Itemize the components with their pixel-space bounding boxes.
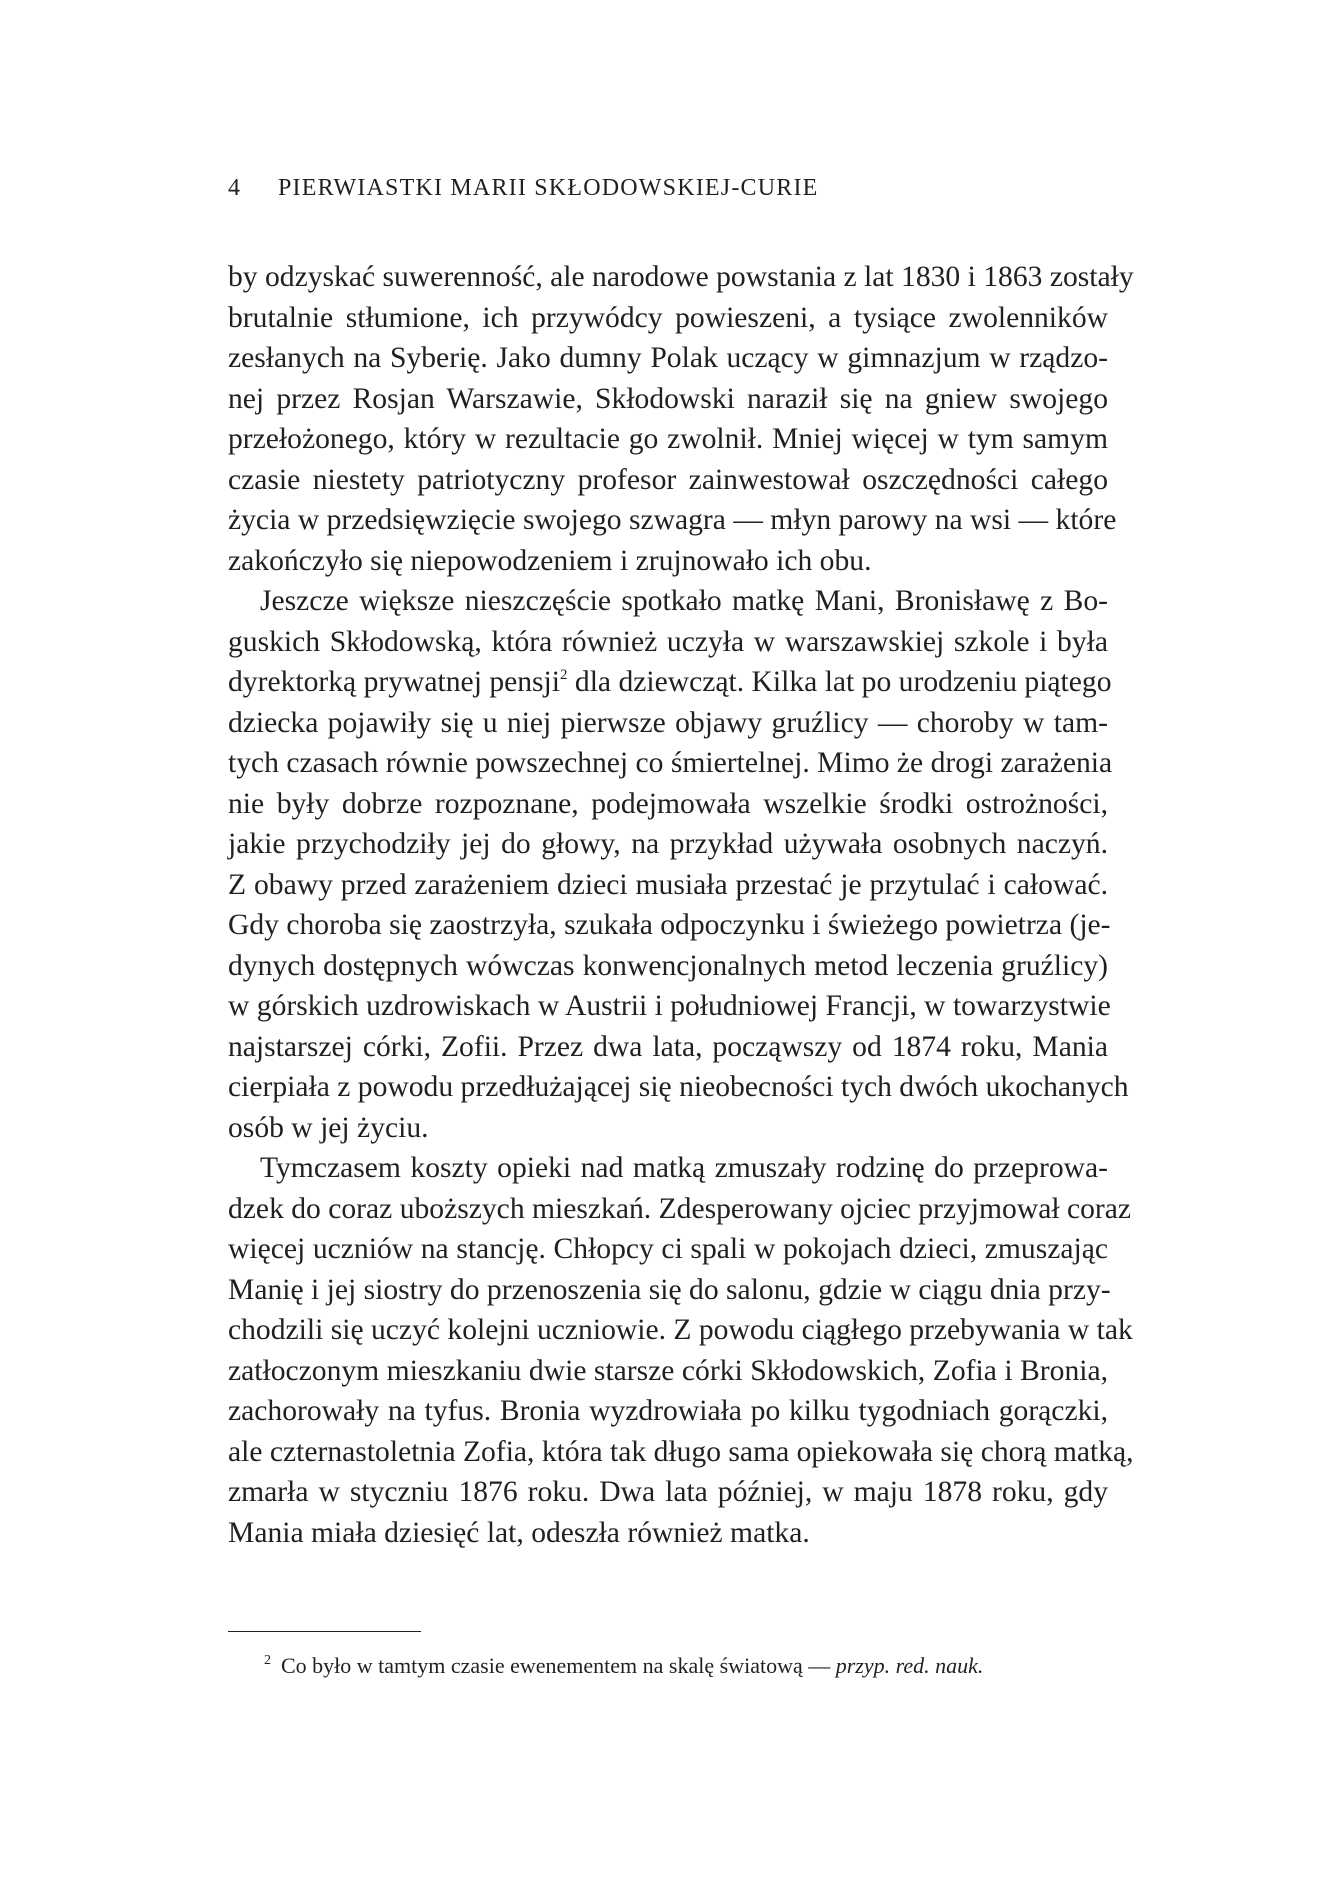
text-line: Tymczasem koszty opieki nad matką zmuszały rodzinę do przeprowa-	[260, 1152, 1108, 1184]
text-line: zakończyło się niepowodzeniem i zrujnowało ich obu.	[228, 544, 872, 577]
text-line: czasie niestety patriotyczny profesor zainwestował oszczędności całego	[228, 463, 1108, 496]
text-line: by odzyskać suwerenność, ale narodowe powstania z lat 1830 i 1863 zostały	[228, 261, 1134, 293]
text-line: zmarła w styczniu 1876 roku. Dwa lata później, w maju 1878 roku, gdy	[228, 1476, 1108, 1508]
page-number: 4	[228, 175, 242, 201]
text-line: w górskich uzdrowiskach w Austrii i południowej Francji, w towarzystwie	[228, 990, 1111, 1022]
running-head	[228, 175, 819, 202]
text-line: chodzili się uczyć kolejni uczniowie. Z powodu ciągłego przebywania w tak	[228, 1314, 1133, 1346]
footnote-text: Co było w tamtym czasie ewenementem na skalę światową —	[281, 1653, 836, 1678]
footnote-italic: przyp. red. nauk.	[835, 1653, 984, 1678]
footnote: 2 Co było w tamtym czasie ewenementem na skalę światową — przyp. red. nauk.	[264, 1653, 984, 1678]
text-line: Manię i jej siostry do przenoszenia się do salonu, gdzie w ciągu dnia przy-	[228, 1273, 1111, 1306]
footnote-reference: 2	[560, 667, 568, 683]
text-line: nej przez Rosjan Warszawie, Skłodowski naraził się na gniew swojego	[228, 382, 1108, 415]
text-line: Mania miała dziesięć lat, odeszła również matka.	[228, 1516, 810, 1549]
body-text	[228, 257, 1134, 1553]
text-line: dynych dostępnych wówczas konwencjonalnych metod leczenia gruźlicy)	[228, 949, 1108, 982]
text-line: dziecka pojawiły się u niej pierwsze objawy gruźlicy — choroby w tam-	[228, 706, 1108, 739]
paragraph	[228, 1148, 1134, 1553]
text-line: osób w jej życiu.	[228, 1111, 429, 1144]
paragraph	[228, 581, 1129, 1148]
text-line: brutalnie stłumione, ich przywódcy powieszeni, a tysiące zwolenników	[228, 301, 1108, 334]
text-line: nie były dobrze rozpoznane, podejmowała wszelkie środki ostrożności,	[228, 787, 1108, 820]
footnote-divider	[228, 1631, 421, 1632]
text-line: guskich Skłodowską, która również uczyła w warszawskiej szkole i była	[228, 625, 1108, 658]
running-head-title: PIERWIASTKI MARII SKŁODOWSKIEJ-CURIE	[278, 175, 819, 201]
text-line: więcej uczniów na stancję. Chłopcy ci spali w pokojach dzieci, zmuszając	[228, 1233, 1108, 1265]
text-line: zachorowały na tyfus. Bronia wyzdrowiała po kilku tygodniach gorączki,	[228, 1395, 1108, 1427]
text-line: cierpiała z powodu przedłużającej się nieobecności tych dwóch ukochanych	[228, 1071, 1129, 1103]
paragraph	[228, 257, 1134, 581]
text-line: dzek do coraz uboższych mieszkań. Zdesperowany ojciec przyjmował coraz	[228, 1192, 1132, 1225]
text-line: tych czasach równie powszechnej co śmiertelnej. Mimo że drogi zarażenia	[228, 747, 1113, 779]
text-line: przełożonego, który w rezultacie go zwolnił. Mniej więcej w tym samym	[228, 423, 1108, 455]
text-line: zatłoczonym mieszkaniu dwie starsze córki Skłodowskich, Zofia i Bronia,	[228, 1354, 1108, 1387]
text-line: jakie przychodziły jej do głowy, na przykład używała osobnych naczyń.	[228, 828, 1108, 860]
text-line: Z obawy przed zarażeniem dzieci musiała przestać je przytulać i całować.	[228, 868, 1108, 901]
text-line: Gdy choroba się zaostrzyła, szukała odpoczynku i świeżego powietrza (je-	[228, 909, 1111, 941]
text-line: zesłanych na Syberię. Jako dumny Polak uczący w gimnazjum w rządzo-	[228, 342, 1108, 374]
text-line: Jeszcze większe nieszczęście spotkało matkę Mani, Bronisławę z Bo-	[260, 585, 1108, 617]
text-line: najstarszej córki, Zofii. Przez dwa lata, począwszy od 1874 roku, Mania	[228, 1030, 1108, 1063]
text-line: ale czternastoletnia Zofia, która tak długo sama opiekowała się chorą matką,	[228, 1435, 1134, 1468]
text-line: dyrektorką prywatnej pensji$^2$ dla dziewcząt. Kilka lat po urodzeniu piątego	[228, 666, 1112, 698]
text-line: życia w przedsięwzięcie swojego szwagra — młyn parowy na wsi — które	[228, 504, 1117, 536]
